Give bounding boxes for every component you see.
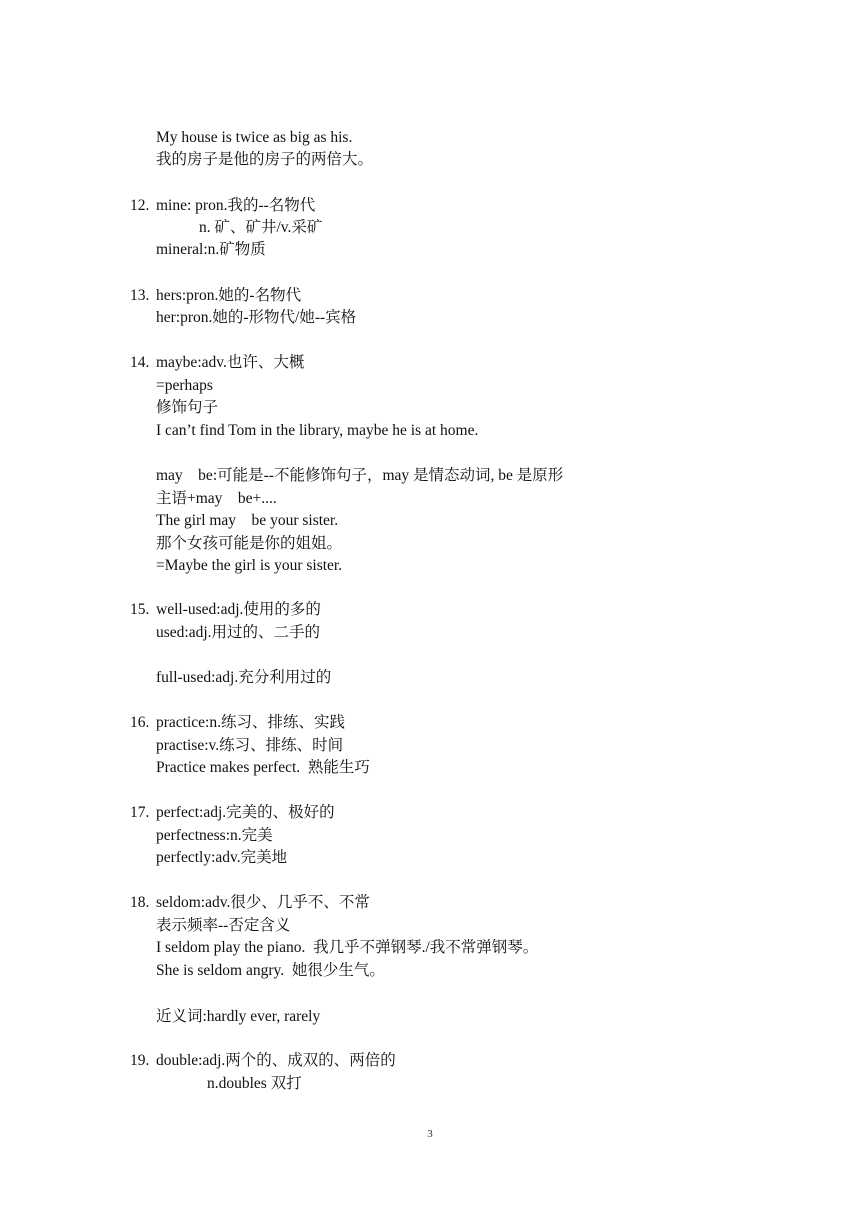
item-number: 13. <box>130 287 150 304</box>
vocab-note: perfectness:n.完美 <box>156 827 273 844</box>
vocab-entry: seldom:adv.很少、几乎不、不常 <box>156 894 370 911</box>
item-number: 17. <box>130 804 150 821</box>
vocab-note: 修饰句子 <box>156 399 219 416</box>
vocab-note: 表示频率--否定含义 <box>156 917 291 934</box>
vocab-note: n.doubles 双打 <box>207 1075 302 1092</box>
item-number: 15. <box>130 601 150 618</box>
vocab-entry: practice:n.练习、排练、实践 <box>156 714 345 731</box>
translation: 我的房子是他的房子的两倍大。 <box>156 151 374 168</box>
vocab-note: perfectly:adv.完美地 <box>156 849 288 866</box>
example-sentence: I seldom play the piano. 我几乎不弹钢琴./我不常弹钢琴。 <box>156 939 539 956</box>
example-sentence: The girl may be your sister. <box>156 512 339 529</box>
vocab-entry: mine: pron.我的--名物代 <box>156 197 316 214</box>
vocab-entry: double:adj.两个的、成双的、两倍的 <box>156 1052 396 1069</box>
example-sentence: She is seldom angry. 她很少生气。 <box>156 962 385 979</box>
item-number: 16. <box>130 714 150 731</box>
vocab-entry: perfect:adj.完美的、极好的 <box>156 804 335 821</box>
vocab-note: mineral:n.矿物质 <box>156 241 266 258</box>
page-number: 3 <box>427 1128 433 1140</box>
item-number: 18. <box>130 894 150 911</box>
vocab-note: n. 矿、矿井/v.采矿 <box>199 219 323 236</box>
vocab-note: practise:v.练习、排练、时间 <box>156 737 344 754</box>
item-number: 19. <box>130 1052 150 1069</box>
vocab-entry: maybe:adv.也许、大概 <box>156 354 305 371</box>
vocab-note: may be:可能是--不能修饰句子，may 是情态动词, be 是原形 <box>156 467 564 484</box>
vocab-note: full-used:adj.充分利用过的 <box>156 669 332 686</box>
example-sentence: Practice makes perfect. 熟能生巧 <box>156 759 370 776</box>
example-sentence: =Maybe the girl is your sister. <box>156 557 343 574</box>
translation: 那个女孩可能是你的姐姐。 <box>156 535 343 552</box>
vocab-entry: hers:pron.她的-名物代 <box>156 287 302 304</box>
item-number: 12. <box>130 197 150 214</box>
example-sentence: My house is twice as big as his. <box>156 129 353 146</box>
vocab-note: =perhaps <box>156 377 213 394</box>
vocab-note: her:pron.她的-形物代/她--宾格 <box>156 309 357 326</box>
vocab-entry: well-used:adj.使用的多的 <box>156 601 321 618</box>
vocab-note: 主语+may be+.... <box>156 490 277 507</box>
item-number: 14. <box>130 354 150 371</box>
example-sentence: I can’t find Tom in the library, maybe he is at home. <box>156 422 479 439</box>
vocab-note: used:adj.用过的、二手的 <box>156 624 321 641</box>
vocab-note: 近义词:hardly ever, rarely <box>156 1008 321 1025</box>
